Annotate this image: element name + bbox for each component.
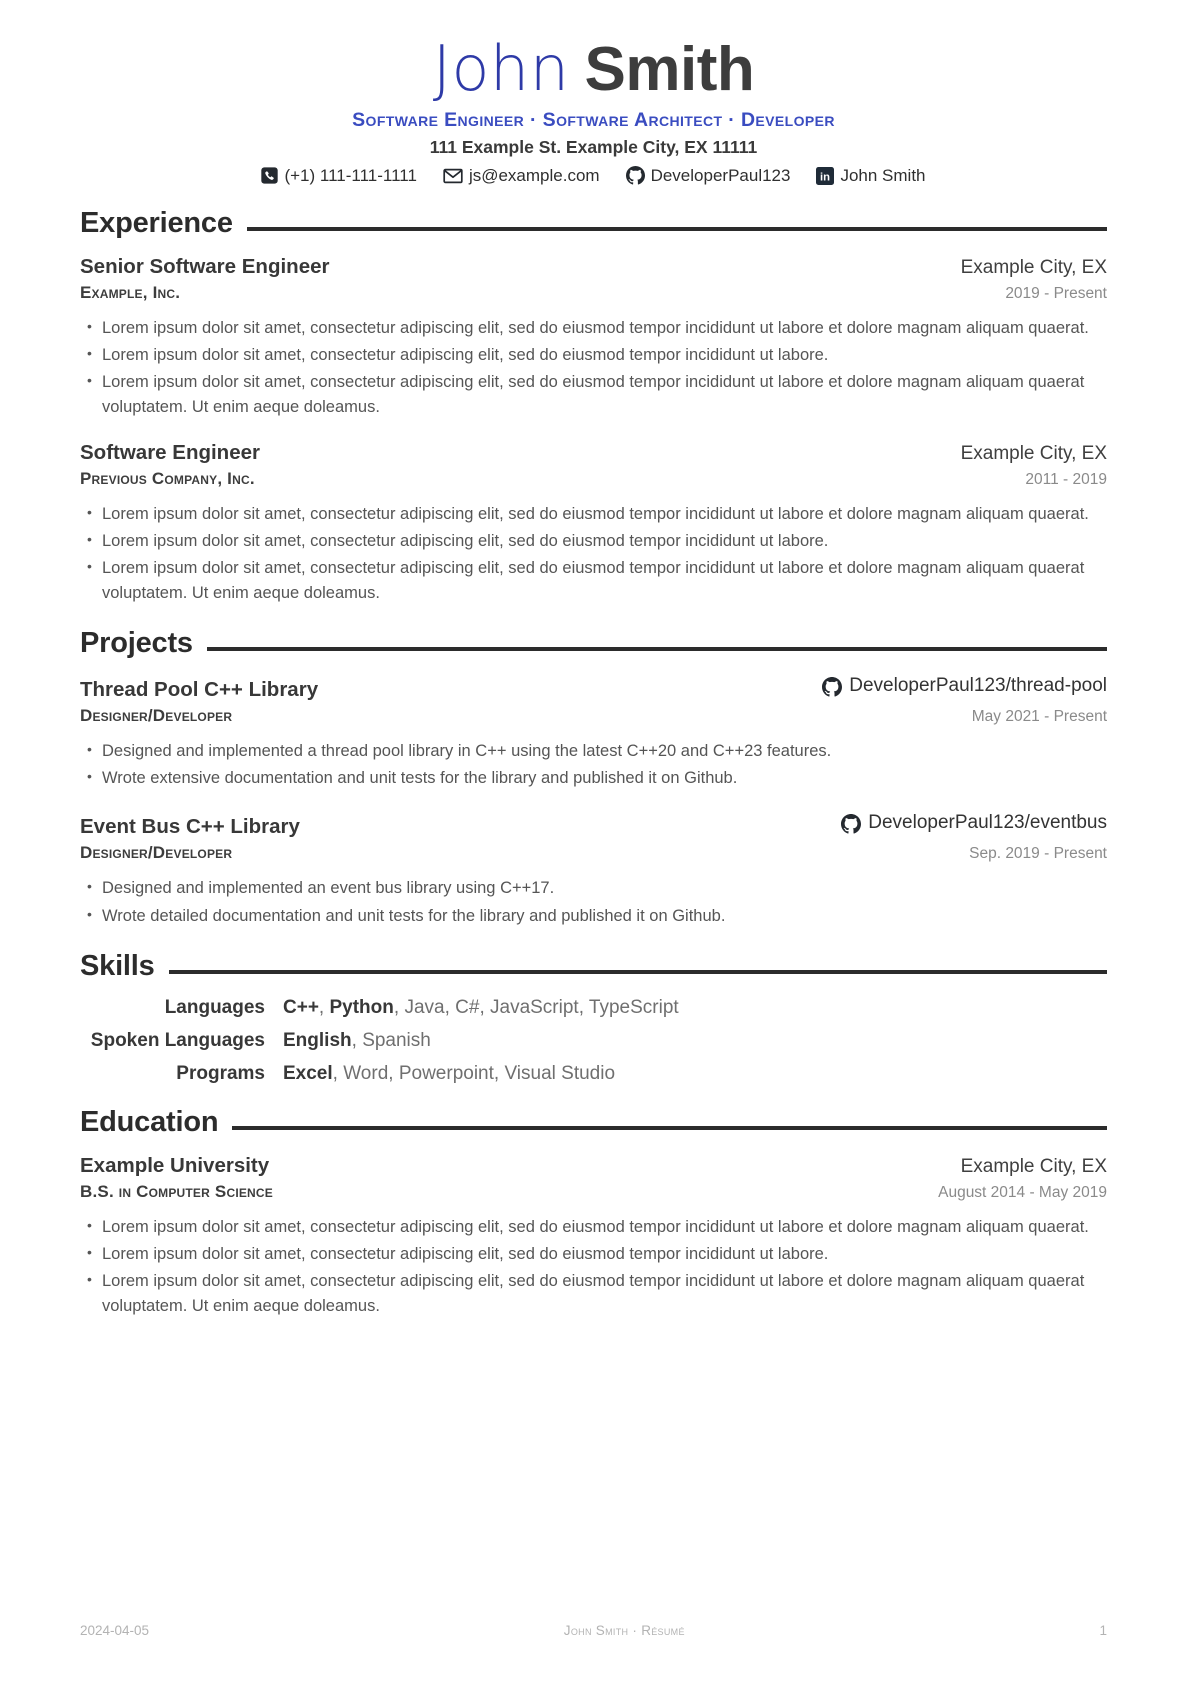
skill-label: Programs — [176, 1062, 265, 1084]
section-heading — [80, 207, 1107, 240]
entry-header-row — [80, 441, 1107, 465]
entry-title: Example University — [80, 1153, 270, 1177]
skill-item: Powerpoint — [398, 1062, 494, 1084]
bullet-item: • Lorem ipsum dolor sit amet, consectetur adipiscing elit, sed do eiusmod tempor incididunt ut labore et dolore magnam aliquam quaerat voluptatem. Ut enim aeque doleamus. — [85, 1269, 1107, 1318]
bullet-item: • Lorem ipsum dolor sit amet, consectetur adipiscing elit, sed do eiusmod tempor incididunt ut labore. — [85, 343, 1107, 367]
contact-row — [80, 166, 1107, 186]
bullet-item: • Lorem ipsum dolor sit amet, consectetur adipiscing elit, sed do eiusmod tempor incididunt ut labore. — [85, 529, 1107, 553]
github-icon — [841, 814, 861, 834]
last-name: Smith — [584, 35, 755, 104]
first-name: John — [432, 32, 570, 105]
skill-item: C# — [455, 996, 480, 1018]
section-rule — [169, 970, 1107, 974]
repo-link[interactable] — [822, 675, 1107, 697]
entry-subtitle: B.S. in Computer Science — [80, 1181, 273, 1201]
entry-subtitle: Previous Company, Inc. — [80, 468, 255, 488]
bullet-item: • Wrote detailed documentation and unit tests for the library and published it on Github. — [85, 904, 1107, 928]
section-rule — [207, 647, 1107, 651]
entry-header-row — [80, 812, 1107, 839]
entry-title: Senior Software Engineer — [80, 254, 330, 278]
entry-subheader-row — [80, 1182, 1107, 1202]
skill-values — [283, 997, 679, 1019]
skill-item: Visual Studio — [504, 1062, 616, 1084]
bullet-item: • Designed and implemented a thread pool library in C++ using the latest C++20 and C++23 features. — [85, 739, 1107, 763]
section-heading — [80, 627, 1107, 660]
skill-separator: , — [351, 1029, 363, 1051]
github-username: DeveloperPaul123 — [650, 165, 791, 185]
section-rule — [247, 227, 1107, 231]
footer-title: John Smith · Résumé — [563, 1623, 685, 1638]
skill-item: TypeScript — [588, 996, 679, 1018]
section-title: Experience — [80, 206, 233, 239]
projects-entries — [80, 675, 1107, 928]
skill-row — [80, 1063, 1107, 1085]
bullet-item: • Lorem ipsum dolor sit amet, consectetur adipiscing elit, sed do eiusmod tempor incididunt ut labore et dolore magnam aliquam quaerat. — [85, 502, 1107, 526]
address-line: 111 Example St. Example City, EX 11111 — [429, 136, 758, 157]
skill-separator: , — [318, 996, 330, 1018]
entry-dates: Sep. 2019 - Present — [969, 845, 1107, 863]
bullet-item: • Lorem ipsum dolor sit amet, consectetur adipiscing elit, sed do eiusmod tempor incididunt ut labore et dolore magnam aliquam quaerat voluptatem. Ut enim aeque doleamus. — [85, 556, 1107, 605]
resume-entry — [80, 255, 1107, 419]
section-skills — [80, 950, 1107, 1085]
bullet-item: • Lorem ipsum dolor sit amet, consectetur adipiscing elit, sed do eiusmod tempor incididunt ut labore et dolore magnam aliquam quaerat. — [85, 1215, 1107, 1239]
section-experience — [80, 207, 1107, 605]
bullet-list — [80, 1215, 1107, 1318]
entry-subheader-row — [80, 706, 1107, 726]
entry-subheader-row — [80, 469, 1107, 489]
skill-row — [80, 1030, 1107, 1052]
repo-link[interactable] — [841, 812, 1107, 834]
skill-separator: , — [388, 1062, 399, 1084]
phone-icon — [261, 167, 278, 184]
skill-item: JavaScript — [490, 996, 579, 1018]
bullet-list — [80, 316, 1107, 419]
full-name — [80, 32, 1107, 105]
bullet-item: • Lorem ipsum dolor sit amet, consectetur adipiscing elit, sed do eiusmod tempor incididunt ut labore. — [85, 1242, 1107, 1266]
section-title: Education — [80, 1105, 219, 1138]
skill-separator: , — [479, 996, 490, 1018]
experience-entries — [80, 255, 1107, 605]
skill-separator: , — [578, 996, 589, 1018]
skills-rows — [80, 997, 1107, 1085]
entry-subtitle: Designer/Developer — [80, 705, 233, 725]
section-title: Skills — [80, 949, 155, 982]
bullet-list — [80, 876, 1107, 928]
resume-entry — [80, 441, 1107, 605]
linkedin-name: John Smith — [840, 165, 926, 185]
phone-link[interactable] — [261, 166, 416, 186]
footer-date: 2024-04-05 — [80, 1623, 150, 1638]
skill-item: Word — [343, 1062, 389, 1084]
entry-title: Event Bus C++ Library — [80, 815, 300, 839]
tagline: Software Engineer · Software Architect · Developer — [352, 108, 835, 131]
linkedin-profile-link[interactable] — [816, 166, 925, 186]
entry-location: Example City, EX — [960, 442, 1107, 464]
entry-location: Example City, EX — [960, 256, 1107, 278]
entry-header-row — [80, 255, 1107, 279]
resume-header — [80, 32, 1107, 186]
skill-item: Excel — [283, 1062, 333, 1084]
resume-entry — [80, 675, 1107, 791]
skill-separator: , — [393, 996, 405, 1018]
github-icon — [822, 677, 842, 697]
skill-item: C++ — [283, 996, 319, 1018]
bullet-list — [80, 739, 1107, 791]
repo-name: DeveloperPaul123/eventbus — [868, 812, 1107, 834]
entry-location: Example City, EX — [960, 1155, 1107, 1177]
entry-subtitle: Designer/Developer — [80, 843, 233, 863]
bullet-item: • Wrote extensive documentation and unit tests for the library and published it on Github. — [85, 766, 1107, 790]
section-rule — [232, 1126, 1107, 1130]
entry-header-row — [80, 1154, 1107, 1178]
bullet-item: • Designed and implemented an event bus library using C++17. — [85, 876, 1107, 900]
skill-values — [283, 1063, 615, 1085]
skill-separator: , — [444, 996, 456, 1018]
skill-row — [80, 997, 1107, 1019]
entry-dates: 2011 - 2019 — [1025, 470, 1107, 488]
entry-subtitle: Example, Inc. — [80, 282, 181, 302]
phone-number: (+1) 111-111-1111 — [284, 165, 417, 185]
footer-page-number: 1 — [1099, 1623, 1107, 1638]
section-heading — [80, 950, 1107, 983]
bullet-list — [80, 502, 1107, 605]
skill-values — [283, 1030, 431, 1052]
linkedin-icon — [816, 167, 834, 185]
education-entries — [80, 1154, 1107, 1318]
repo-name: DeveloperPaul123/thread-pool — [849, 674, 1107, 696]
resume-entry — [80, 1154, 1107, 1318]
skill-label: Spoken Languages — [90, 1029, 265, 1051]
entry-dates: May 2021 - Present — [971, 707, 1107, 725]
skill-separator: , — [493, 1062, 505, 1084]
section-title: Projects — [80, 626, 193, 659]
email-link[interactable] — [443, 166, 600, 186]
github-icon — [626, 166, 645, 185]
entry-subheader-row — [80, 843, 1107, 863]
resume-entry — [80, 812, 1107, 928]
github-profile-link[interactable] — [626, 166, 791, 186]
bullet-item: • Lorem ipsum dolor sit amet, consectetur adipiscing elit, sed do eiusmod tempor incididunt ut labore et dolore magnam aliquam quaerat voluptatem. Ut enim aeque doleamus. — [85, 370, 1107, 419]
section-heading — [80, 1106, 1107, 1139]
entry-title: Software Engineer — [80, 440, 260, 464]
skill-item: English — [283, 1029, 352, 1051]
entry-dates: August 2014 - May 2019 — [938, 1183, 1107, 1201]
skill-label: Languages — [164, 996, 265, 1018]
section-education — [80, 1106, 1107, 1318]
page-footer — [80, 1623, 1107, 1638]
skill-item: Python — [329, 996, 394, 1018]
skill-item: Java — [404, 996, 445, 1018]
email-icon — [443, 168, 463, 184]
svg-text:in: in — [820, 171, 831, 184]
skill-separator: , — [332, 1062, 344, 1084]
bullet-item: • Lorem ipsum dolor sit amet, consectetur adipiscing elit, sed do eiusmod tempor incididunt ut labore et dolore magnam aliquam quaerat. — [85, 316, 1107, 340]
entry-header-row — [80, 675, 1107, 702]
skill-item: Spanish — [362, 1029, 431, 1051]
entry-title: Thread Pool C++ Library — [80, 677, 319, 701]
entry-dates: 2019 - Present — [1005, 284, 1107, 302]
entry-subheader-row — [80, 283, 1107, 303]
section-projects — [80, 627, 1107, 928]
email-address: js@example.com — [468, 165, 600, 185]
